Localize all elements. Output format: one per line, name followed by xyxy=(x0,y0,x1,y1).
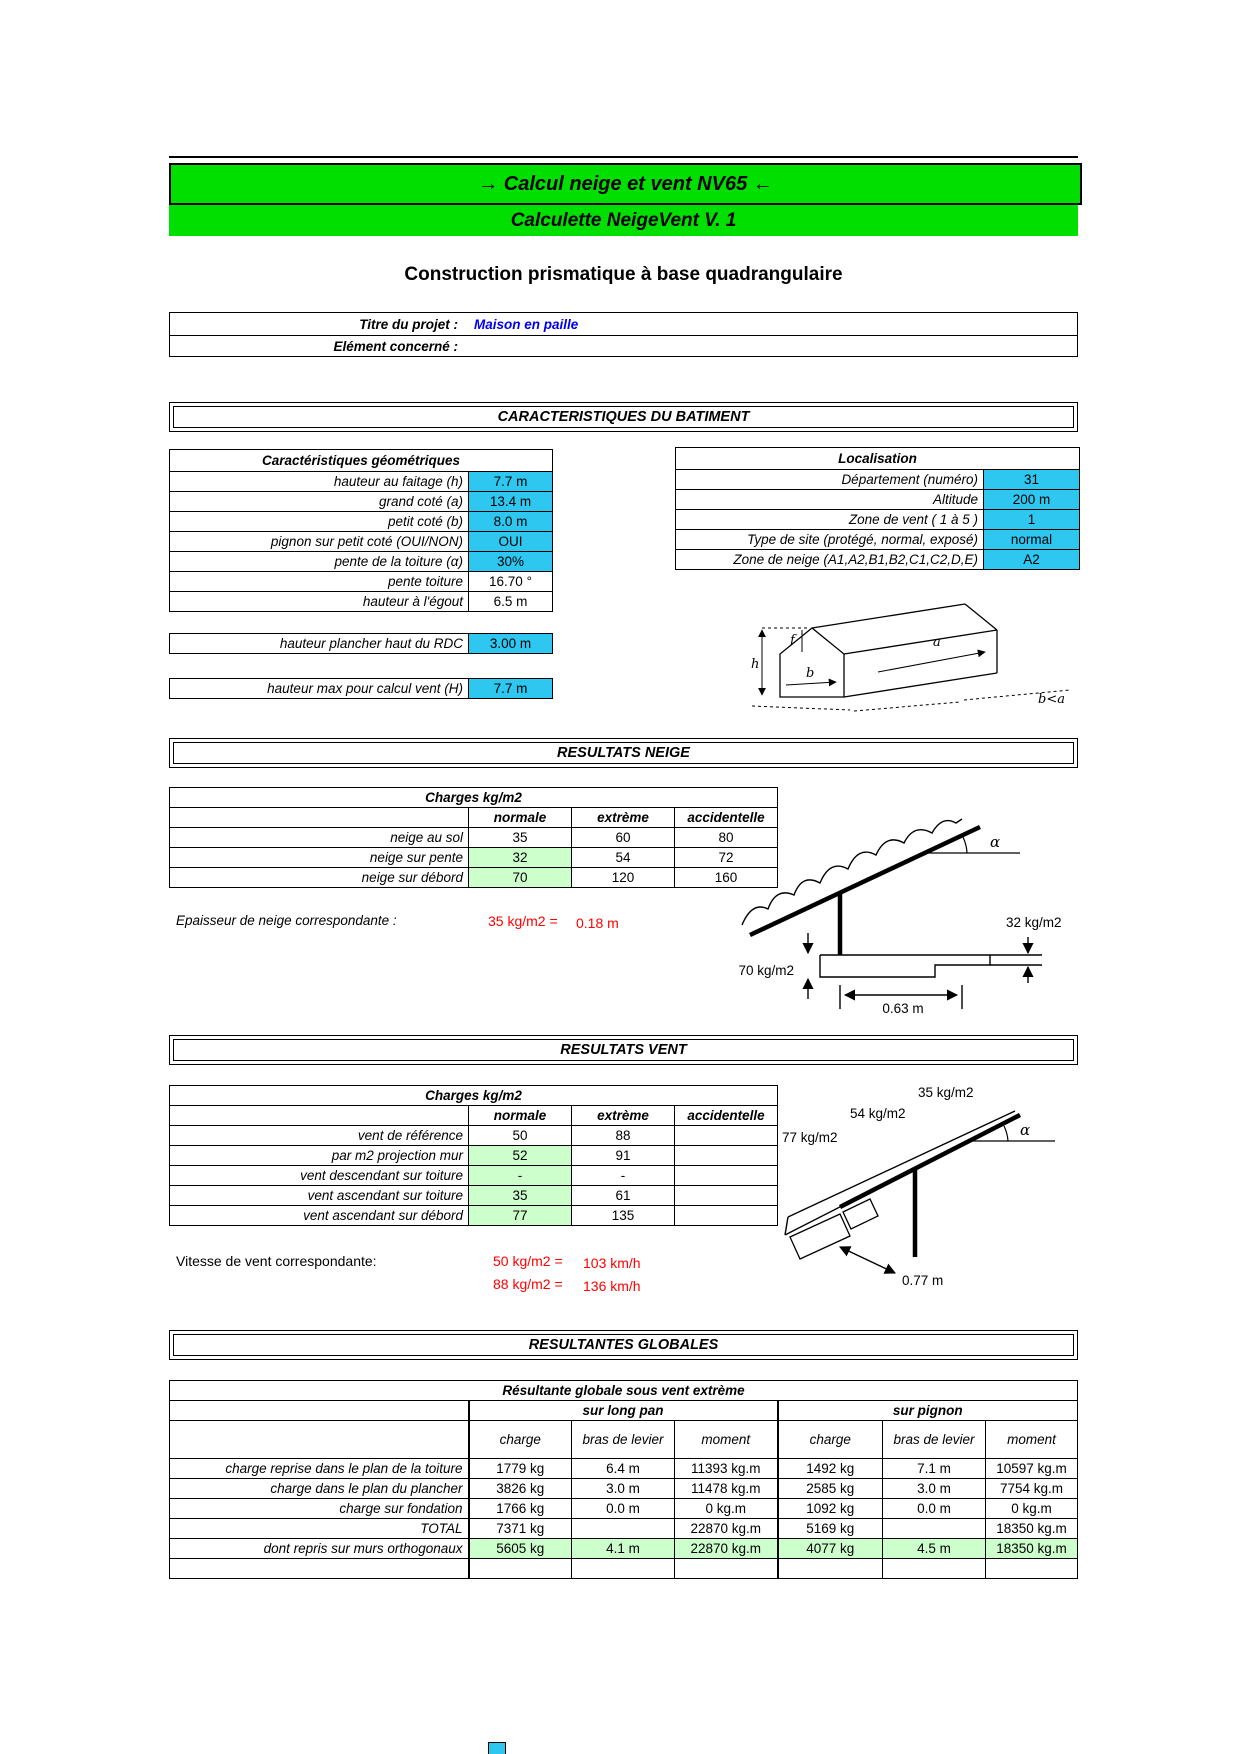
table-row xyxy=(170,1146,778,1166)
globales-col-charge-lp: charge xyxy=(469,1421,572,1459)
geometry-table-header: Caractéristiques géométriques xyxy=(170,450,553,472)
hmax-value[interactable]: 7.7 m xyxy=(469,679,553,699)
glob-label-total: TOTAL xyxy=(170,1519,469,1539)
vent-asc-debord-extreme: 135 xyxy=(572,1206,675,1226)
neige-corner-cell xyxy=(170,808,469,828)
globales-header: Résultante globale sous vent extrème xyxy=(170,1381,1078,1401)
neige-label-debord: neige sur débord xyxy=(170,868,469,888)
snow-pente-load-label: 32 kg/m2 xyxy=(1006,915,1062,930)
geom-value-pente-alpha[interactable]: 30% xyxy=(469,552,553,572)
glob-total-m2: 18350 kg.m xyxy=(986,1519,1078,1539)
glob-total-m1: 22870 kg.m xyxy=(675,1519,778,1539)
globales-col-bras-lp: bras de levier xyxy=(572,1421,675,1459)
neige-sol-normale: 35 xyxy=(469,828,572,848)
section-globales xyxy=(169,1330,1078,1360)
neige-label-pente: neige sur pente xyxy=(170,848,469,868)
glob-toiture-m1: 11393 kg.m xyxy=(675,1459,778,1479)
globales-group-pignon: sur pignon xyxy=(778,1401,1078,1421)
table-row xyxy=(170,1459,1078,1479)
neige-debord-extreme: 120 xyxy=(572,868,675,888)
loc-value-altitude[interactable]: 200 m xyxy=(984,490,1080,510)
vitesse-label: Vitesse de vent correspondante: xyxy=(176,1253,377,1269)
section-batiment xyxy=(169,402,1078,432)
banner-subtitle-text: Calculette NeigeVent V. 1 xyxy=(510,209,737,231)
snow-diagram xyxy=(690,795,1090,1020)
rdc-table xyxy=(169,633,553,654)
glob-total-b2 xyxy=(883,1519,986,1539)
epaisseur-value: 0.18 m xyxy=(576,915,619,931)
glob-fondation-c2: 1092 kg xyxy=(778,1499,883,1519)
section-neige-title: RESULTATS NEIGE xyxy=(173,742,1074,764)
section-batiment-title: CARACTERISTIQUES DU BATIMENT xyxy=(173,406,1074,428)
vent-ref-normale: 50 xyxy=(469,1126,572,1146)
wind-dim-label: 0.77 m xyxy=(902,1273,944,1288)
globales-corner-cell xyxy=(170,1401,469,1421)
table-row xyxy=(676,448,1080,470)
neige-col-extreme: extrème xyxy=(572,808,675,828)
vent-ref-extreme: 88 xyxy=(572,1126,675,1146)
glob-fondation-c1: 1766 kg xyxy=(469,1499,572,1519)
glob-murs-c1: 5605 kg xyxy=(469,1539,572,1559)
vent-mur-normale: 52 xyxy=(469,1146,572,1166)
vitesse-val2: 136 km/h xyxy=(583,1278,641,1294)
glob-plancher-m2: 7754 kg.m xyxy=(986,1479,1078,1499)
glob-empty-b1 xyxy=(572,1559,675,1579)
globales-col-charge-p: charge xyxy=(778,1421,883,1459)
geom-label-grand-cote: grand coté (a) xyxy=(170,492,469,512)
glob-empty-c2 xyxy=(778,1559,883,1579)
neige-label-sol: neige au sol xyxy=(170,828,469,848)
table-row-empty xyxy=(170,1559,1078,1579)
wind-load-35-label: 35 kg/m2 xyxy=(918,1085,974,1100)
table-row xyxy=(170,868,778,888)
table-row xyxy=(170,1421,1078,1459)
wind-alpha-label: α xyxy=(1020,1121,1031,1139)
globales-table xyxy=(169,1380,1078,1579)
house-dim-b: b xyxy=(806,666,815,681)
geometry-table xyxy=(169,449,553,612)
glob-murs-c2: 4077 kg xyxy=(778,1539,883,1559)
glob-empty-m2 xyxy=(986,1559,1078,1579)
table-row xyxy=(676,470,1080,490)
banner-title-text: → Calcul neige et vent NV65 ← xyxy=(478,172,773,195)
vitesse-eq2: 88 kg/m2 = xyxy=(493,1276,563,1292)
table-row xyxy=(170,1166,778,1186)
vent-desc-normale: - xyxy=(469,1166,572,1186)
wind-diagram xyxy=(690,1085,1090,1315)
glob-total-c2: 5169 kg xyxy=(778,1519,883,1539)
vent-asc-toiture-normale: 35 xyxy=(469,1186,572,1206)
neige-table xyxy=(169,787,778,888)
vent-label-projection-mur: par m2 projection mur xyxy=(170,1146,469,1166)
glob-total-c1: 7371 kg xyxy=(469,1519,572,1539)
glob-murs-m1: 22870 kg.m xyxy=(675,1539,778,1559)
table-row xyxy=(170,532,553,552)
house-dim-f: f xyxy=(790,633,795,648)
globales-group-longpan: sur long pan xyxy=(469,1401,778,1421)
glob-plancher-m1: 11478 kg.m xyxy=(675,1479,778,1499)
banner-subtitle xyxy=(169,205,1078,236)
table-row xyxy=(170,1381,1078,1401)
globales-col-moment-p: moment xyxy=(986,1421,1078,1459)
project-element-row xyxy=(170,336,1077,357)
loc-label-zone-neige: Zone de neige (A1,A2,B1,B2,C1,C2,D,E) xyxy=(676,550,984,570)
table-row xyxy=(170,634,553,654)
snow-debord-load-label: 70 kg/m2 xyxy=(738,963,794,978)
globales-col-bras-p: bras de levier xyxy=(883,1421,986,1459)
vent-desc-extreme: - xyxy=(572,1166,675,1186)
table-row xyxy=(170,492,553,512)
glob-label-fondation: charge sur fondation xyxy=(170,1499,469,1519)
globales-col-moment-lp: moment xyxy=(675,1421,778,1459)
glob-label-plancher: charge dans le plan du plancher xyxy=(170,1479,469,1499)
glob-toiture-m2: 10597 kg.m xyxy=(986,1459,1078,1479)
geom-label-pente-toiture: pente toiture xyxy=(170,572,469,592)
project-box xyxy=(169,312,1078,357)
geom-label-faitage: hauteur au faitage (h) xyxy=(170,472,469,492)
table-row xyxy=(170,1086,778,1106)
vent-col-accidentelle: accidentelle xyxy=(675,1106,778,1126)
vitesse-eq1: 50 kg/m2 = xyxy=(493,1253,563,1269)
loc-value-zone-vent[interactable]: 1 xyxy=(984,510,1080,530)
table-row xyxy=(170,788,778,808)
table-row xyxy=(170,1499,1078,1519)
neige-table-header: Charges kg/m2 xyxy=(170,788,778,808)
table-row xyxy=(170,828,778,848)
geom-value-egout: 6.5 m xyxy=(469,592,553,612)
table-row xyxy=(170,572,553,592)
neige-pente-normale: 32 xyxy=(469,848,572,868)
geom-value-faitage[interactable]: 7.7 m xyxy=(469,472,553,492)
vent-label-reference: vent de référence xyxy=(170,1126,469,1146)
project-element-label: Elément concerné : xyxy=(333,339,458,354)
table-row xyxy=(170,1401,1078,1421)
rdc-value[interactable]: 3.00 m xyxy=(469,634,553,654)
neige-pente-accidentelle: 72 xyxy=(675,848,778,868)
wind-load-77-label: 77 kg/m2 xyxy=(782,1130,838,1145)
geom-value-pignon[interactable]: OUI xyxy=(469,532,553,552)
table-row xyxy=(170,592,553,612)
geom-value-grand-cote[interactable]: 13.4 m xyxy=(469,492,553,512)
house-dim-a: a xyxy=(933,635,941,650)
epaisseur-label: Epaisseur de neige correspondante : xyxy=(176,913,397,928)
vent-label-ascendant-debord: vent ascendant sur débord xyxy=(170,1206,469,1226)
hmax-label: hauteur max pour calcul vent (H) xyxy=(170,679,469,699)
glob-murs-b1: 4.1 m xyxy=(572,1539,675,1559)
table-row xyxy=(170,808,778,828)
table-row xyxy=(170,1126,778,1146)
hmax-table xyxy=(169,678,553,699)
glob-toiture-b2: 7.1 m xyxy=(883,1459,986,1479)
glob-plancher-c2: 2585 kg xyxy=(778,1479,883,1499)
page-title: Construction prismatique à base quadrangulaire xyxy=(404,264,843,285)
vent-asc-toiture-extreme: 61 xyxy=(572,1186,675,1206)
glob-murs-m2: 18350 kg.m xyxy=(986,1539,1078,1559)
top-rule xyxy=(169,156,1078,158)
localisation-header: Localisation xyxy=(676,448,1080,470)
glob-empty-c1 xyxy=(469,1559,572,1579)
project-title-label: Titre du projet : xyxy=(359,316,458,332)
vent-table xyxy=(169,1085,778,1226)
house-note: b<a xyxy=(1038,692,1065,707)
geom-value-pente-toiture: 16.70 ° xyxy=(469,572,553,592)
glob-toiture-c2: 1492 kg xyxy=(778,1459,883,1479)
section-vent xyxy=(169,1035,1078,1065)
rdc-label: hauteur plancher haut du RDC xyxy=(170,634,469,654)
table-row xyxy=(170,512,553,532)
neige-sol-extreme: 60 xyxy=(572,828,675,848)
glob-empty-m1 xyxy=(675,1559,778,1579)
table-row xyxy=(170,450,553,472)
table-row xyxy=(170,1519,1078,1539)
vent-label-ascendant-toiture: vent ascendant sur toiture xyxy=(170,1186,469,1206)
cutoff-cell-fragment xyxy=(488,1742,506,1754)
table-row xyxy=(170,1186,778,1206)
loc-value-zone-neige[interactable]: A2 xyxy=(984,550,1080,570)
vent-corner-cell xyxy=(170,1106,469,1126)
section-vent-title: RESULTATS VENT xyxy=(173,1039,1074,1061)
epaisseur-eq: 35 kg/m2 = xyxy=(488,913,558,929)
table-row xyxy=(170,472,553,492)
loc-value-departement[interactable]: 31 xyxy=(984,470,1080,490)
vent-mur-extreme: 91 xyxy=(572,1146,675,1166)
geom-label-pignon: pignon sur petit coté (OUI/NON) xyxy=(170,532,469,552)
table-row xyxy=(170,848,778,868)
glob-plancher-c1: 3826 kg xyxy=(469,1479,572,1499)
project-title-value[interactable]: Maison en paille xyxy=(474,316,579,332)
neige-debord-accidentelle: 160 xyxy=(675,868,778,888)
vent-label-descendant: vent descendant sur toiture xyxy=(170,1166,469,1186)
glob-murs-b2: 4.5 m xyxy=(883,1539,986,1559)
table-row xyxy=(170,1106,778,1126)
glob-fondation-b1: 0.0 m xyxy=(572,1499,675,1519)
table-row xyxy=(676,530,1080,550)
table-row xyxy=(170,1206,778,1226)
snow-dim-label: 0.63 m xyxy=(882,1001,924,1016)
table-row xyxy=(170,1539,1078,1559)
glob-fondation-m2: 0 kg.m xyxy=(986,1499,1078,1519)
neige-pente-extreme: 54 xyxy=(572,848,675,868)
section-globales-title: RESULTANTES GLOBALES xyxy=(173,1334,1074,1356)
loc-value-type-site[interactable]: normal xyxy=(984,530,1080,550)
glob-empty-label xyxy=(170,1559,469,1579)
geom-label-pente-alpha: pente de la toiture (α) xyxy=(170,552,469,572)
globales-corner-cell2 xyxy=(170,1421,469,1459)
glob-empty-b2 xyxy=(883,1559,986,1579)
neige-sol-accidentelle: 80 xyxy=(675,828,778,848)
table-row xyxy=(170,552,553,572)
vent-col-extreme: extrème xyxy=(572,1106,675,1126)
loc-label-type-site: Type de site (protégé, normal, exposé) xyxy=(676,530,984,550)
neige-debord-normale: 70 xyxy=(469,868,572,888)
glob-label-murs: dont repris sur murs orthogonaux xyxy=(170,1539,469,1559)
project-title-row xyxy=(170,313,1077,336)
vent-table-header: Charges kg/m2 xyxy=(170,1086,778,1106)
banner-title xyxy=(169,163,1082,205)
glob-plancher-b1: 3.0 m xyxy=(572,1479,675,1499)
neige-col-accidentelle: accidentelle xyxy=(675,808,778,828)
house-sketch xyxy=(750,582,1090,732)
table-row xyxy=(676,550,1080,570)
loc-label-departement: Département (numéro) xyxy=(676,470,984,490)
vent-col-normale: normale xyxy=(469,1106,572,1126)
loc-label-zone-vent: Zone de vent ( 1 à 5 ) xyxy=(676,510,984,530)
table-row xyxy=(170,1479,1078,1499)
section-neige xyxy=(169,738,1078,768)
localisation-table xyxy=(675,447,1080,570)
wind-load-54-label: 54 kg/m2 xyxy=(850,1106,906,1121)
vent-asc-debord-normale: 77 xyxy=(469,1206,572,1226)
house-dim-h: h xyxy=(751,657,760,672)
vitesse-val1: 103 km/h xyxy=(583,1255,641,1271)
geom-label-egout: hauteur à l'égout xyxy=(170,592,469,612)
glob-toiture-c1: 1779 kg xyxy=(469,1459,572,1479)
table-row xyxy=(170,679,553,699)
geom-label-petit-cote: petit coté (b) xyxy=(170,512,469,532)
neige-col-normale: normale xyxy=(469,808,572,828)
glob-plancher-b2: 3.0 m xyxy=(883,1479,986,1499)
table-row xyxy=(676,510,1080,530)
geom-value-petit-cote[interactable]: 8.0 m xyxy=(469,512,553,532)
table-row xyxy=(676,490,1080,510)
glob-total-b1 xyxy=(572,1519,675,1539)
glob-label-toiture: charge reprise dans le plan de la toiture xyxy=(170,1459,469,1479)
snow-alpha-label: α xyxy=(990,833,1001,851)
loc-label-altitude: Altitude xyxy=(676,490,984,510)
glob-fondation-b2: 0.0 m xyxy=(883,1499,986,1519)
glob-toiture-b1: 6.4 m xyxy=(572,1459,675,1479)
glob-fondation-m1: 0 kg.m xyxy=(675,1499,778,1519)
